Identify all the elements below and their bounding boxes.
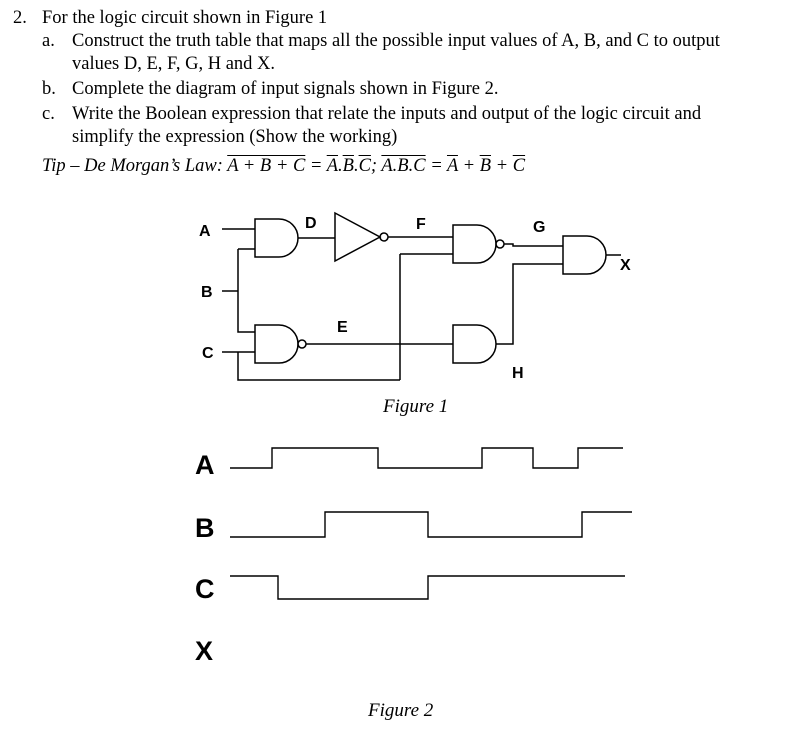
and-gate-gh xyxy=(563,236,606,274)
tip-rhs1-c: $\overline{C}$ xyxy=(358,156,371,176)
waveform-c xyxy=(230,576,625,599)
nand-gate-bc-bubble xyxy=(298,340,306,348)
circuit-wires xyxy=(222,229,621,380)
label-c: C xyxy=(202,345,214,362)
figure2-caption: Figure 2 xyxy=(368,700,434,721)
signal-label-b: B xyxy=(195,513,215,543)
label-f: F xyxy=(416,216,426,233)
figure1-caption: Figure 1 xyxy=(383,396,449,417)
label-x: X xyxy=(620,257,631,274)
signal-label-x: X xyxy=(195,636,214,666)
waveform-a xyxy=(230,448,623,468)
label-h: H xyxy=(512,365,524,382)
tip-lhs1: A + B + C xyxy=(227,156,306,176)
label-a: A xyxy=(199,223,211,240)
label-g: G xyxy=(533,219,546,236)
tip-rhs1-b: $\overline{B}$ xyxy=(342,156,354,176)
part-c-text-line2: simplify the expression (Show the working) xyxy=(72,127,398,147)
question-number: 2. xyxy=(13,8,27,28)
part-a-text-line1: Construct the truth table that maps all the possible input values of A, B, and C to output xyxy=(72,31,720,51)
part-c-marker: c. xyxy=(42,104,55,124)
part-a-text-line2: values D, E, F, G, H and X. xyxy=(72,54,276,74)
tip-lead: Tip – De Morgan’s Law: xyxy=(42,156,223,176)
nand-gate-fc xyxy=(453,225,496,263)
tip-sep: ; xyxy=(370,156,382,176)
signal-label-a: A xyxy=(195,450,215,480)
not-gate-d xyxy=(335,213,380,261)
tip-lhs2: A.B.C xyxy=(381,156,426,176)
part-a-marker: a. xyxy=(42,31,55,51)
tip-eq2: = xyxy=(425,156,447,176)
nand-gate-bc xyxy=(255,325,298,363)
circuit-labels xyxy=(199,215,631,382)
and-gate-be xyxy=(453,325,496,363)
tip-rhs2-c: $\overline{C}$ xyxy=(512,156,526,176)
label-e: E xyxy=(337,319,348,336)
nand-gate-fc-bubble xyxy=(496,240,504,248)
part-c-text-line1: Write the Boolean expression that relate the inputs and output of the logic circuit and xyxy=(72,104,702,124)
de-morgan-tip: Tip – De Morgan’s Law: $A + B + C = \overline{A}.\overline{B}.\overline{C}$; $A.B.C = \overline{A} + \overline{B} + \overline{C}$ xyxy=(42,156,526,176)
label-d: D xyxy=(305,215,317,232)
timing-waveforms xyxy=(230,448,632,599)
tip-rhs2-a: $\overline{A}$ xyxy=(446,156,458,176)
part-b-text: Complete the diagram of input signals shown in Figure 2. xyxy=(72,79,499,99)
tip-rhs2-b: $\overline{B}$ xyxy=(479,156,491,176)
timing-signal-labels xyxy=(195,450,215,666)
and-gate-ab xyxy=(255,219,298,257)
tip-rhs1-a: $\overline{A}$ xyxy=(326,156,339,176)
part-b-marker: b. xyxy=(42,79,56,99)
label-b: B xyxy=(201,284,213,301)
question-stem: For the logic circuit shown in Figure 1 xyxy=(42,8,328,28)
signal-label-c: C xyxy=(195,574,215,604)
waveform-b xyxy=(230,512,632,537)
tip-eq1: = xyxy=(305,156,327,176)
